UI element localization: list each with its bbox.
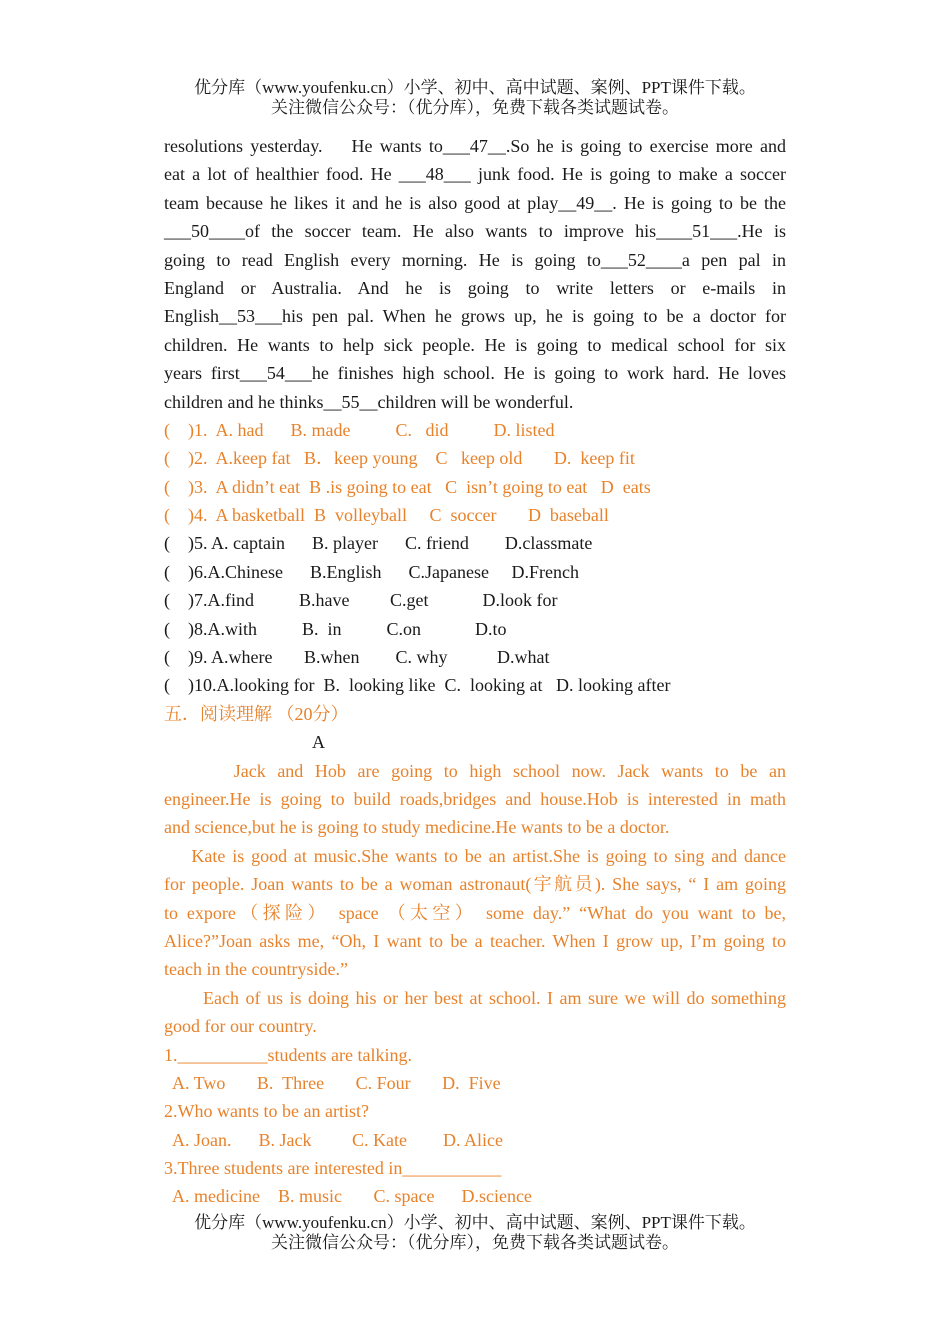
passage-line: resolutions yesterday. He wants to___47__.So he is going to exercise more and — [164, 136, 786, 156]
passage-line: years first___54___he finishes high school. He is going to work hard. He loves — [164, 363, 786, 384]
reading-line: to expore（探险） space （太空） some day.” “What do you want to be, — [164, 902, 786, 923]
reading-line: good for our country. — [164, 1016, 317, 1037]
reading-question-list — [164, 1041, 786, 1211]
reading-question: 3.Three students are interested in___________ — [164, 1158, 502, 1179]
cloze-passage — [164, 132, 786, 416]
cloze-question: ( )4. A basketball B volleyball C soccer D baseball — [164, 505, 609, 526]
reading-line: and science,but he is going to study medicine.He wants to be a doctor. — [164, 817, 670, 838]
cloze-question: ( )1. A. had B. made C. did D. listed — [164, 419, 555, 440]
cloze-question: ( )10.A.looking for B. looking like C. looking at D. looking after — [164, 675, 671, 696]
passage-line: children. He wants to help sick people. He is going to medical school for six — [164, 334, 786, 355]
cloze-question: ( )2. A.keep fat B．keep young C keep old D. keep fit — [164, 448, 635, 469]
cloze-question: ( )6.A.Chinese B.English C.Japanese D.French — [164, 561, 579, 582]
section-title: 五．阅读理解 （20分） — [164, 703, 349, 724]
reading-line: Alice?”Joan asks me, “Oh, I want to be a teacher. When I grow up, I’m going to — [164, 930, 786, 951]
footer-line-1: 优分库（www.youfenku.cn）小学、初中、高中试题、案例、PPT课件下载。 — [194, 1213, 756, 1232]
reading-options: A. medicine B. music C. space D.science — [164, 1186, 532, 1207]
reading-question: 1.__________students are talking. — [164, 1044, 412, 1065]
reading-options: A. Joan. B. Jack C. Kate D. Alice — [164, 1129, 503, 1150]
cloze-question: ( )3. A didn’t eat B .is going to eat C isn’t going to eat D eats — [164, 476, 651, 497]
page-header — [0, 78, 950, 118]
reading-line: Kate is good at music.She wants to be an artist.She is going to sing and dance — [164, 845, 786, 866]
reading-line: engineer.He is going to build roads,bridges and house.Hob is interested in math — [164, 788, 786, 809]
cloze-question: ( )8.A.with B. in C.on D.to — [164, 618, 507, 639]
footer-line-2: 关注微信公众号：（优分库），免费下载各类试题试卷。 — [271, 1233, 679, 1252]
part-label: A — [312, 732, 325, 753]
reading-question: 2.Who wants to be an artist? — [164, 1101, 369, 1122]
passage-line: ___50____of the soccer team. He also wants to improve his____51___.He is — [164, 221, 786, 242]
cloze-question: ( )5. A. captain B. player C. friend D.classmate — [164, 533, 593, 554]
cloze-question: ( )9. A.where B.when C. why D.what — [164, 647, 550, 668]
reading-passage — [164, 757, 786, 1041]
passage-line: England or Australia. And he is going to write letters or e-mails in — [164, 277, 786, 298]
passage-line: team because he likes it and he is also good at play__49__. He is going to be the — [164, 192, 786, 213]
passage-line: eat a lot of healthier food. He ___48___ junk food. He is going to make a soccer — [164, 164, 786, 185]
reading-line: teach in the countryside.” — [164, 959, 348, 980]
reading-options: A. Two B. Three C. Four D. Five — [164, 1072, 501, 1093]
reading-line: for people. Joan wants to be a woman astronaut(宇航员). She says, “ I am going — [164, 874, 786, 895]
cloze-question: ( )7.A.find B.have C.get D.look for — [164, 590, 558, 611]
cloze-question-list — [164, 416, 786, 700]
passage-line: English__53___his pen pal. When he grows up, he is going to be a doctor for — [164, 306, 786, 327]
header-line-2: 关注微信公众号：（优分库），免费下载各类试题试卷。 — [271, 98, 679, 117]
reading-line: Jack and Hob are going to high school now. Jack wants to be an — [164, 760, 786, 781]
passage-line: going to read English every morning. He is going to___52____a pen pal in — [164, 249, 786, 270]
header-line-1: 优分库（www.youfenku.cn）小学、初中、高中试题、案例、PPT课件下载。 — [194, 78, 756, 97]
document-body — [164, 132, 786, 1211]
page-footer — [0, 1213, 950, 1253]
reading-line: Each of us is doing his or her best at school. I am sure we will do something — [164, 987, 786, 1008]
passage-line: children and he thinks__55__children will be wonderful. — [164, 391, 574, 412]
